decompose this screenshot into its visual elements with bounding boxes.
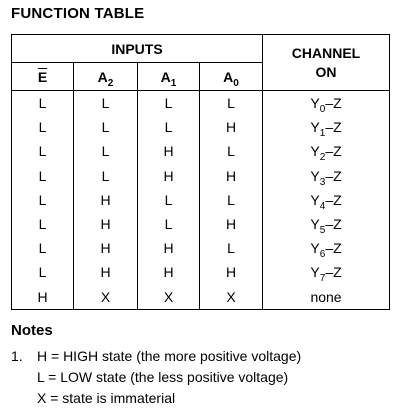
table-row <box>12 260 390 284</box>
cell-a1: H <box>138 139 200 163</box>
channel-sub: 6 <box>319 249 326 261</box>
cell-a1: X <box>138 285 200 310</box>
cell-a0: L <box>200 139 263 163</box>
cell-a2: L <box>74 139 138 163</box>
cell-a2: H <box>74 188 138 212</box>
cell-e: H <box>12 285 74 310</box>
cell-a2: L <box>74 115 138 139</box>
table-row <box>12 236 390 260</box>
cell-channel <box>263 188 390 212</box>
channel-rest: –Z <box>325 240 342 257</box>
a1-sub: 1 <box>170 77 177 89</box>
e-bar-label: $\overline{E}$ <box>37 68 48 85</box>
cell-a1: L <box>138 188 200 212</box>
channel-rest: –Z <box>325 264 342 281</box>
channel-rest: –Z <box>325 143 342 160</box>
cell-e: L <box>12 164 74 188</box>
cell-a1: L <box>138 115 200 139</box>
cell-a0: L <box>200 236 263 260</box>
cell-e: L <box>12 212 74 236</box>
channel-base: Y <box>310 167 320 184</box>
cell-a1: H <box>138 164 200 188</box>
table-row <box>12 212 390 236</box>
cell-channel <box>263 260 390 284</box>
cell-a0: X <box>200 285 263 310</box>
a0-base: A <box>223 68 234 85</box>
channel-base: none <box>310 288 342 305</box>
note-line-3: X = state is immaterial <box>37 390 176 406</box>
cell-channel <box>263 212 390 236</box>
cell-a2: H <box>74 212 138 236</box>
table-row <box>12 285 390 310</box>
table-row <box>12 164 390 188</box>
cell-a0: L <box>200 91 263 116</box>
cell-a1: L <box>138 91 200 116</box>
cell-a2: H <box>74 236 138 260</box>
cell-a0: L <box>200 188 263 212</box>
channel-base: Y <box>310 95 320 112</box>
channel-base: Y <box>310 264 320 281</box>
channel-base: Y <box>310 216 320 233</box>
table-title: FUNCTION TABLE <box>11 5 145 22</box>
channel-base: Y <box>310 191 320 208</box>
cell-channel <box>263 139 390 163</box>
channel-sub: 0 <box>319 104 326 116</box>
col-header-a2 <box>74 63 138 91</box>
cell-e: L <box>12 236 74 260</box>
table-row <box>12 139 390 163</box>
function-table-body <box>12 91 390 310</box>
channel-sub: 2 <box>319 152 326 164</box>
cell-channel <box>263 115 390 139</box>
channel-sub: 7 <box>319 273 326 285</box>
channel-base: Y <box>310 240 320 257</box>
table-row <box>12 115 390 139</box>
notes-title: Notes <box>11 322 53 339</box>
cell-a2: H <box>74 260 138 284</box>
channel-sub: 5 <box>319 225 326 237</box>
channel-rest: –Z <box>325 167 342 184</box>
channel-rest: –Z <box>325 216 342 233</box>
cell-a0: H <box>200 260 263 284</box>
cell-channel <box>263 285 390 310</box>
function-table <box>11 34 390 310</box>
cell-a0: H <box>200 212 263 236</box>
note-line-1: H = HIGH state (the more positive voltage) <box>37 348 302 364</box>
channel-sub: 1 <box>319 128 326 140</box>
inputs-header: INPUTS <box>12 35 263 63</box>
a0-sub: 0 <box>233 77 239 89</box>
channel-on-header <box>263 35 390 91</box>
cell-a0: H <box>200 164 263 188</box>
cell-a1: H <box>138 236 200 260</box>
cell-channel <box>263 91 390 116</box>
cell-e: L <box>12 139 74 163</box>
cell-e: L <box>12 188 74 212</box>
channel-sub: 4 <box>319 200 326 212</box>
channel-rest: –Z <box>325 191 342 208</box>
cell-a2: L <box>74 91 138 116</box>
note-number: 1. <box>11 348 23 364</box>
table-row <box>12 91 390 116</box>
channel-base: Y <box>310 119 320 136</box>
cell-a2: L <box>74 164 138 188</box>
col-header-a1 <box>138 63 200 91</box>
channel-base: Y <box>310 143 320 160</box>
a2-sub: 2 <box>107 77 114 89</box>
cell-channel <box>263 236 390 260</box>
channel-header-line2: ON <box>315 63 337 80</box>
a2-base: A <box>97 68 108 85</box>
table-row <box>12 188 390 212</box>
col-header-e <box>12 63 74 91</box>
cell-e: L <box>12 115 74 139</box>
channel-rest: –Z <box>325 95 342 112</box>
a1-base: A <box>160 68 171 85</box>
cell-a1: H <box>138 260 200 284</box>
channel-header-line1: CHANNEL <box>291 44 361 61</box>
cell-channel <box>263 164 390 188</box>
col-header-a0 <box>200 63 263 91</box>
cell-e: L <box>12 91 74 116</box>
cell-a1: L <box>138 212 200 236</box>
note-line-2: L = LOW state (the less positive voltage) <box>37 369 289 385</box>
cell-e: L <box>12 260 74 284</box>
channel-rest: –Z <box>325 119 342 136</box>
cell-a0: H <box>200 115 263 139</box>
cell-a2: X <box>74 285 138 310</box>
channel-sub: 3 <box>319 176 326 188</box>
